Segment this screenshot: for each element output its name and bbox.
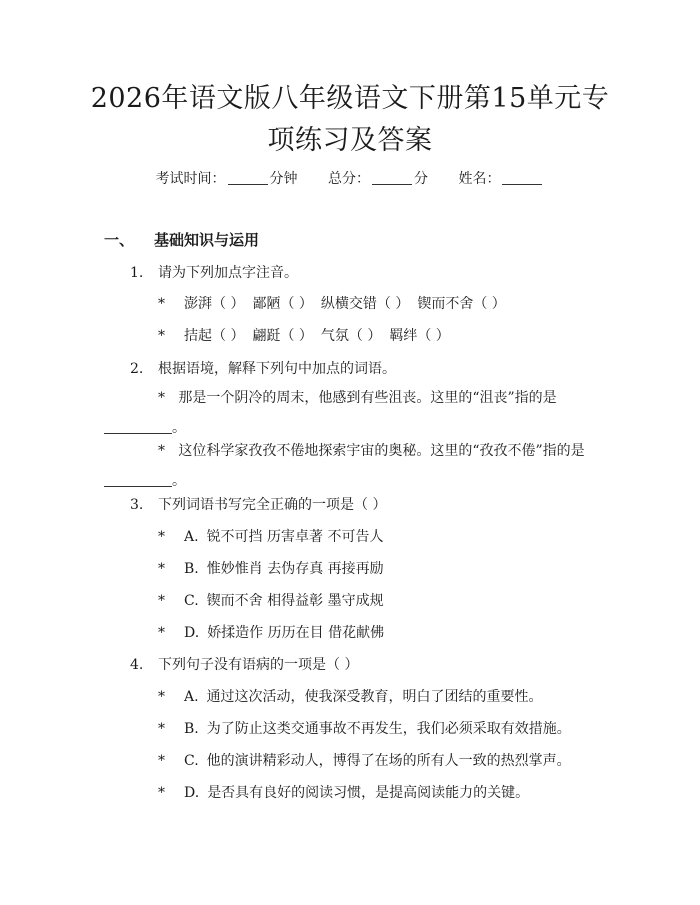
question-2 [130,358,396,378]
bullet: * [158,443,165,459]
question-number: 2. [130,361,144,377]
pinyin-item: 羁绊（ ） [389,328,450,344]
pinyin-item: 澎湃（ ） [184,296,245,312]
option-a[interactable] [158,686,543,706]
answer-blank[interactable] [104,472,172,487]
question-1 [130,262,298,282]
option-letter: D. [184,625,200,641]
option-d[interactable] [158,622,384,642]
bullet: * [158,785,165,801]
option-a[interactable] [158,526,383,546]
question-text: 根据语境，解释下列句中加点的词语。 [158,361,396,377]
option-text: 锐不可挡 历害卓著 不可告人 [206,529,384,545]
time-label: 考试时间： [155,171,226,187]
option-letter: B. [184,721,199,737]
title-line-1: 2026年语文版八年级语文下册第15单元专 [90,83,610,114]
q2-sentence-2 [104,436,604,496]
question-number: 4. [130,657,144,673]
time-blank[interactable] [228,171,268,185]
bullet: * [158,753,165,769]
bullet: * [158,529,165,545]
question-number: 1. [130,265,144,281]
sentence-end: 。 [172,473,186,489]
option-letter: D. [184,785,200,801]
question-text: 请为下列加点字注音。 [158,265,298,281]
option-c[interactable] [158,590,384,610]
score-label: 总分： [328,171,370,187]
pinyin-item: 锲而不舍（ ） [417,296,506,312]
section-number: 一、 [104,231,135,249]
answer-blank[interactable] [104,419,172,434]
page-title [60,78,640,162]
question-3 [130,494,386,514]
bullet: * [158,390,165,406]
option-letter: C. [184,593,199,609]
exam-info-row [0,168,700,188]
bullet: * [158,593,165,609]
option-b[interactable] [158,718,571,738]
sentence-text: 这位科学家孜孜不倦地探索宇宙的奥秘。这里的“孜孜不倦”指的是 [178,443,585,459]
question-number: 3. [130,497,144,513]
option-text: 娇揉造作 历历在目 借花献佛 [207,625,385,641]
option-text: 为了防止这类交通事故不再发生，我们必须采取有效措施。 [206,721,571,737]
bullet: * [158,561,165,577]
time-unit: 分钟 [269,171,298,187]
option-letter: B. [184,561,199,577]
option-c[interactable] [158,750,571,770]
option-letter: A. [184,689,199,705]
section-heading [104,229,259,250]
bullet: * [158,721,165,737]
score-blank[interactable] [372,171,412,185]
name-label: 姓名： [458,171,501,187]
option-d[interactable] [158,782,529,802]
pinyin-item: 翩跹（ ） [252,328,313,344]
bullet: * [158,296,165,312]
q2-sentence-1 [104,383,604,443]
pinyin-item: 气氛（ ） [320,328,382,344]
option-text: 锲而不舍 相得益彰 墨守成规 [206,593,384,609]
option-b[interactable] [158,558,384,578]
option-text: 是否具有良好的阅读习惯，是提高阅读能力的关键。 [207,785,530,801]
question-4 [130,654,358,674]
option-text: 他的演讲精彩动人，博得了在场的所有人一致的热烈掌声。 [206,753,571,769]
option-text: 通过这次活动，使我深受教育，明白了团结的重要性。 [206,689,543,705]
pinyin-item: 鄙陋（ ） [252,296,313,312]
question-text: 下列句子没有语病的一项是（ ） [158,657,359,673]
sentence-end: 。 [172,420,186,436]
section-title: 基础知识与运用 [154,231,260,249]
pinyin-item: 纵横交错（ ） [320,296,410,312]
question-text: 下列词语书写完全正确的一项是（ ） [158,497,387,513]
pinyin-item: 拮起（ ） [184,328,245,344]
q1-row-2 [158,325,458,345]
sentence-text: 那是一个阴冷的周末，他感到有些沮丧。这里的“沮丧”指的是 [178,390,557,406]
bullet: * [158,625,165,641]
score-unit: 分 [414,171,428,187]
bullet: * [158,689,165,705]
q1-row-1 [158,293,514,313]
option-letter: C. [184,753,199,769]
bullet: * [158,328,165,344]
option-text: 惟妙惟肖 去伪存真 再接再励 [206,561,384,577]
option-letter: A. [184,529,199,545]
title-line-2: 项练习及答案 [267,125,433,156]
name-blank[interactable] [502,171,542,185]
